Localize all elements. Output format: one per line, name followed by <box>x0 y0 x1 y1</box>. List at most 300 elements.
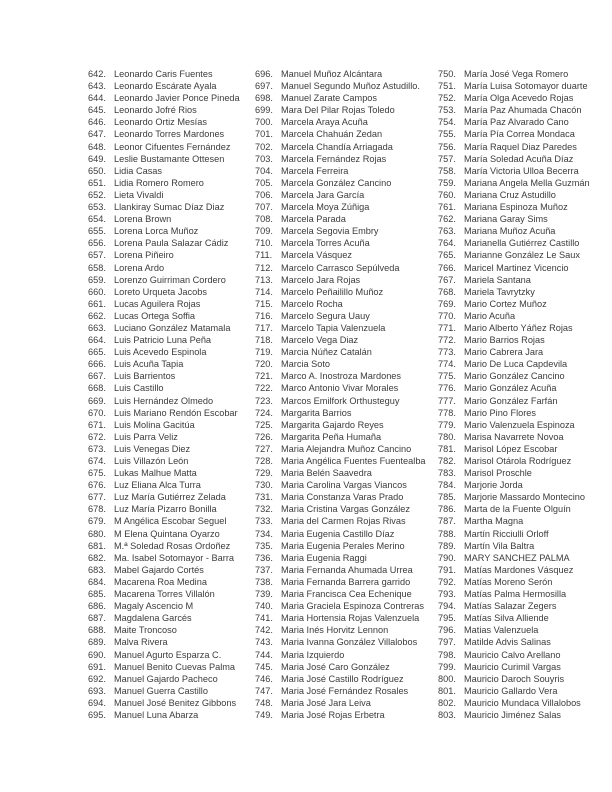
item-number: 670. <box>88 407 106 418</box>
item-name: Marcelo Segura Uauy <box>281 310 370 321</box>
item-name: Martín Vila Baltra <box>464 540 535 551</box>
item-name: Maria Belén Saavedra <box>281 468 372 479</box>
list-item <box>438 141 590 153</box>
item-number: 765. <box>438 250 456 261</box>
name-column-1 <box>88 68 240 721</box>
list-item <box>88 128 240 140</box>
item-name: Lukas Malhue Matta <box>114 468 197 479</box>
list-item <box>438 479 590 491</box>
item-name: Mauricio Calvo Arellano <box>464 649 561 660</box>
item-name: Marcela Moya Zúñiga <box>281 202 370 213</box>
item-number: 744. <box>255 649 273 660</box>
list-item <box>255 649 426 661</box>
item-name: Macarena Roa Medina <box>114 576 207 587</box>
item-number: 781. <box>438 443 456 454</box>
item-name: Marcia Núñez Catalán <box>281 347 372 358</box>
list-item <box>438 528 590 540</box>
item-name: Maricel Martinez Vicencio <box>464 262 569 273</box>
list-item <box>88 624 240 636</box>
list-item <box>438 697 590 709</box>
item-name: Matías Silva Alliende <box>464 613 549 624</box>
item-number: 803. <box>438 709 456 720</box>
item-number: 682. <box>88 552 106 563</box>
item-number: 778. <box>438 407 456 418</box>
item-name: Mariana Angela Mella Guzmán <box>464 177 590 188</box>
item-number: 769. <box>438 298 456 309</box>
item-number: 669. <box>88 395 106 406</box>
list-item <box>255 491 426 503</box>
item-name: Luz Eliana Alca Turra <box>114 480 201 491</box>
list-item <box>88 685 240 697</box>
list-item <box>88 262 240 274</box>
item-name: Maria Inés Horvitz Lennon <box>281 625 389 636</box>
item-number: 700. <box>255 117 273 128</box>
item-name: Mariana Muñoz Acuña <box>464 226 556 237</box>
item-number: 795. <box>438 613 456 624</box>
list-item <box>255 189 426 201</box>
list-item <box>255 576 426 588</box>
list-item <box>255 249 426 261</box>
item-name: Marcia Soto <box>281 359 331 370</box>
item-name: Marjorie Jorda <box>464 480 523 491</box>
item-number: 783. <box>438 468 456 479</box>
item-name: Maria José Castillo Rodríguez <box>281 673 404 684</box>
item-name: M.ª Soledad Rosas Ordoñez <box>114 540 231 551</box>
item-name: Marisa Navarrete Novoa <box>464 431 564 442</box>
list-item <box>438 189 590 201</box>
item-number: 738. <box>255 576 273 587</box>
item-number: 747. <box>255 685 273 696</box>
item-name: Manuel Agurto Esparza C. <box>114 649 222 660</box>
list-item <box>438 491 590 503</box>
item-name: Mario González Farfán <box>464 395 558 406</box>
item-name: Marcelo Vega Diaz <box>281 335 359 346</box>
item-name: Lucas Aguilera Rojas <box>114 298 201 309</box>
item-name: MARY SANCHEZ PALMA <box>464 552 570 563</box>
list-item <box>88 419 240 431</box>
item-name: Marcela Vásquez <box>281 250 352 261</box>
item-number: 713. <box>255 274 273 285</box>
list-item <box>88 68 240 80</box>
item-name: Marisol Otárola Rodríguez <box>464 456 572 466</box>
item-name: Marcelo Rocha <box>281 298 343 309</box>
list-item <box>255 636 426 648</box>
list-item <box>438 322 590 334</box>
item-name: Marcelo Jara Rojas <box>281 274 361 285</box>
item-number: 732. <box>255 504 273 515</box>
item-name: María Luisa Sotomayor duarte <box>464 81 588 92</box>
list-item <box>88 576 240 588</box>
item-number: 802. <box>438 697 456 708</box>
list-item <box>88 649 240 661</box>
item-number: 733. <box>255 516 273 527</box>
item-number: 659. <box>88 274 106 285</box>
list-item <box>438 346 590 358</box>
item-number: 704. <box>255 165 273 176</box>
list-item <box>88 274 240 286</box>
item-number: 726. <box>255 431 273 442</box>
item-number: 690. <box>88 649 106 660</box>
item-name: Lieta Vivaldi <box>114 189 164 200</box>
item-number: 749. <box>255 709 273 720</box>
item-name: Mario Barrios Rojas <box>464 335 545 346</box>
item-name: Maria Ivanna González Villalobos <box>281 637 418 648</box>
list-item <box>255 298 426 310</box>
item-name: Maria José Rojas Erbetra <box>281 709 385 720</box>
item-number: 653. <box>88 202 106 213</box>
item-number: 767. <box>438 274 456 285</box>
item-name: Manuel Gajardo Pacheco <box>114 673 218 684</box>
item-number: 750. <box>438 69 456 79</box>
list-item <box>88 600 240 612</box>
item-number: 728. <box>255 456 273 466</box>
list-item <box>438 165 590 177</box>
item-name: Marjorie Massardo Montecino <box>464 492 586 503</box>
list-item <box>255 443 426 455</box>
list-item <box>255 177 426 189</box>
item-name: Leonardo Torres Mardones <box>114 129 225 140</box>
item-number: 645. <box>88 105 106 116</box>
item-name: María Paz Alvarado Cano <box>464 117 569 128</box>
item-number: 736. <box>255 552 273 563</box>
item-name: Mario González Acuña <box>464 383 557 394</box>
item-name: Manuel Benito Cuevas Palma <box>114 661 236 672</box>
item-name: Maria Angélica Fuentes Fuentealba <box>281 456 426 466</box>
list-item <box>255 395 426 407</box>
item-name: Margarita Peña Humaña <box>281 431 382 442</box>
list-item <box>255 709 426 721</box>
item-number: 797. <box>438 637 456 648</box>
item-name: Mario Cortez Muñoz <box>464 298 547 309</box>
item-name: Malva Rivera <box>114 637 168 648</box>
list-item <box>88 104 240 116</box>
item-number: 707. <box>255 202 273 213</box>
item-name: Marcelo Carrasco Sepúlveda <box>281 262 400 273</box>
item-number: 677. <box>88 492 106 503</box>
list-item <box>438 213 590 225</box>
list-item <box>438 262 590 274</box>
item-number: 724. <box>255 407 273 418</box>
item-number: 686. <box>88 601 106 612</box>
item-number: 695. <box>88 709 106 720</box>
list-item <box>255 141 426 153</box>
list-item <box>88 358 240 370</box>
list-item <box>438 298 590 310</box>
list-item <box>438 588 590 600</box>
item-name: Mario Acuña <box>464 310 516 321</box>
item-number: 688. <box>88 625 106 636</box>
item-name: Manuel Luna Abarza <box>114 709 199 720</box>
item-number: 789. <box>438 540 456 551</box>
item-number: 773. <box>438 347 456 358</box>
item-number: 647. <box>88 129 106 140</box>
item-number: 679. <box>88 516 106 527</box>
item-name: Mauricio Gallardo Vera <box>464 685 558 696</box>
list-item <box>88 141 240 153</box>
list-item <box>88 491 240 503</box>
item-number: 752. <box>438 93 456 104</box>
item-name: Lidia Casas <box>114 165 163 176</box>
list-item <box>88 177 240 189</box>
item-name: Luis Parra Veliz <box>114 431 178 442</box>
item-number: 770. <box>438 310 456 321</box>
item-name: Maria Francisca Cea Echenique <box>281 589 412 600</box>
item-name: Leonor Cifuentes Fernández <box>114 141 231 152</box>
item-name: Maria Cristina Vargas González <box>281 504 411 515</box>
item-name: Maria Graciela Espinoza Contreras <box>281 601 424 612</box>
item-name: Luciano González Matamala <box>114 322 231 333</box>
list-item <box>88 334 240 346</box>
item-name: Mario González Cancino <box>464 371 565 382</box>
item-name: Marco A. Inostroza Mardones <box>281 371 402 382</box>
list-item <box>438 455 590 467</box>
item-number: 664. <box>88 335 106 346</box>
item-number: 655. <box>88 226 106 237</box>
item-number: 734. <box>255 528 273 539</box>
list-item <box>438 128 590 140</box>
item-name: Mario Pino Flores <box>464 407 536 418</box>
item-number: 662. <box>88 310 106 321</box>
list-item <box>88 564 240 576</box>
item-name: Manuel Zarate Campos <box>281 93 378 104</box>
item-number: 708. <box>255 214 273 225</box>
item-name: María Pía Correa Mondaca <box>464 129 575 140</box>
item-number: 742. <box>255 625 273 636</box>
list-item <box>255 697 426 709</box>
list-item <box>88 298 240 310</box>
list-item <box>438 467 590 479</box>
item-number: 788. <box>438 528 456 539</box>
item-number: 723. <box>255 395 273 406</box>
list-item <box>438 443 590 455</box>
item-name: Maria Carolina Vargas Viancos <box>281 480 407 491</box>
list-item <box>88 612 240 624</box>
list-item <box>438 382 590 394</box>
list-item <box>88 467 240 479</box>
item-name: Marcelo Peñailillo Muñoz <box>281 286 384 297</box>
item-number: 792. <box>438 576 456 587</box>
list-item <box>255 237 426 249</box>
list-item <box>88 443 240 455</box>
list-item <box>255 552 426 564</box>
list-item <box>88 407 240 419</box>
list-item <box>255 673 426 685</box>
item-number: 685. <box>88 589 106 600</box>
list-item <box>438 80 590 92</box>
item-number: 716. <box>255 310 273 321</box>
list-item <box>88 395 240 407</box>
item-number: 751. <box>438 81 456 92</box>
list-item <box>88 286 240 298</box>
item-number: 727. <box>255 443 273 454</box>
item-name: María Olga Acevedo Rojas <box>464 93 574 104</box>
item-number: 654. <box>88 214 106 225</box>
item-name: Margarita Gajardo Reyes <box>281 419 384 430</box>
item-name: Martín Ricciulli Orloff <box>464 528 549 539</box>
item-number: 745. <box>255 661 273 672</box>
list-item <box>438 237 590 249</box>
item-number: 656. <box>88 238 106 249</box>
list-item <box>88 503 240 515</box>
item-number: 772. <box>438 335 456 346</box>
list-item <box>438 334 590 346</box>
item-name: Maria Alejandra Muñoz Cancino <box>281 443 412 454</box>
item-name: Marco Antonio Vivar Morales <box>281 383 399 394</box>
item-number: 790. <box>438 552 456 563</box>
item-name: Marcos Emilfork Orthusteguy <box>281 395 400 406</box>
item-name: Mariela Tavrytzky <box>464 286 535 297</box>
list-item <box>255 370 426 382</box>
item-number: 771. <box>438 322 456 333</box>
item-name: Marcela Jara García <box>281 189 365 200</box>
list-item <box>88 552 240 564</box>
item-name: Lidia Romero Romero <box>114 177 204 188</box>
item-name: Matías Salazar Zegers <box>464 601 557 612</box>
list-item <box>88 588 240 600</box>
item-name: Luis Castillo <box>114 383 164 394</box>
item-name: Maria del Carmen Rojas Rivas <box>281 516 406 527</box>
list-item <box>438 153 590 165</box>
list-item <box>255 528 426 540</box>
item-number: 674. <box>88 456 106 466</box>
item-name: Manuel José Benitez Gibbons <box>114 697 237 708</box>
item-number: 785. <box>438 492 456 503</box>
item-name: Luis Mariano Rendón Escobar <box>114 407 238 418</box>
item-number: 705. <box>255 177 273 188</box>
list-item <box>88 673 240 685</box>
item-number: 665. <box>88 347 106 358</box>
item-number: 762. <box>438 214 456 225</box>
item-name: María Raquel Diaz Paredes <box>464 141 577 152</box>
list-item <box>438 661 590 673</box>
list-item <box>438 624 590 636</box>
item-number: 710. <box>255 238 273 249</box>
item-number: 766. <box>438 262 456 273</box>
item-number: 748. <box>255 697 273 708</box>
item-number: 718. <box>255 335 273 346</box>
item-number: 776. <box>438 383 456 394</box>
list-item <box>255 515 426 527</box>
item-number: 680. <box>88 528 106 539</box>
list-item <box>88 661 240 673</box>
list-item <box>255 358 426 370</box>
item-name: Magaly Ascencio M <box>114 601 194 612</box>
item-name: Luis Patricio Luna Peña <box>114 335 212 346</box>
item-number: 681. <box>88 540 106 551</box>
list-item <box>438 649 590 661</box>
item-number: 643. <box>88 81 106 92</box>
item-number: 796. <box>438 625 456 636</box>
item-number: 714. <box>255 286 273 297</box>
list-item <box>88 322 240 334</box>
list-item <box>88 249 240 261</box>
list-item <box>88 189 240 201</box>
list-item <box>438 503 590 515</box>
list-item <box>88 479 240 491</box>
list-item <box>438 600 590 612</box>
list-item <box>255 201 426 213</box>
item-number: 646. <box>88 117 106 128</box>
list-item <box>255 382 426 394</box>
item-name: Mariana Garay Sims <box>464 214 548 225</box>
list-item <box>255 479 426 491</box>
item-number: 678. <box>88 504 106 515</box>
item-number: 780. <box>438 431 456 442</box>
list-item <box>88 636 240 648</box>
item-name: Marcela Ferreira <box>281 165 349 176</box>
item-name: Mabel Gajardo Cortés <box>114 564 204 575</box>
item-name: Ma. Isabel Sotomayor - Barra <box>114 552 234 563</box>
item-name: Mariela Santana <box>464 274 531 285</box>
item-name: Mario Alberto Yáñez Rojas <box>464 322 573 333</box>
item-name: Maria Fernanda Ahumada Urrea <box>281 564 413 575</box>
list-item <box>88 80 240 92</box>
item-number: 758. <box>438 165 456 176</box>
item-name: Mara Del Pilar Rojas Toledo <box>281 105 395 116</box>
item-number: 763. <box>438 226 456 237</box>
list-item <box>255 262 426 274</box>
item-name: Mauricio Daroch Souyris <box>464 673 565 684</box>
item-name: Matias Valenzuela <box>464 625 539 636</box>
list-item <box>438 104 590 116</box>
list-item <box>88 92 240 104</box>
name-column-3 <box>438 68 590 721</box>
item-number: 741. <box>255 613 273 624</box>
list-item <box>438 370 590 382</box>
list-item <box>438 92 590 104</box>
item-number: 731. <box>255 492 273 503</box>
item-number: 729. <box>255 468 273 479</box>
list-item <box>438 249 590 261</box>
item-name: Matilde Advis Salinas <box>464 637 551 648</box>
item-number: 697. <box>255 81 273 92</box>
item-name: Marcela Parada <box>281 214 346 225</box>
item-name: Luz María Gutiérrez Zelada <box>114 492 226 503</box>
item-number: 746. <box>255 673 273 684</box>
item-name: Maite Troncoso <box>114 625 177 636</box>
item-name: Lorenzo Guirriman Cordero <box>114 274 226 285</box>
item-name: Maria Eugenia Perales Merino <box>281 540 405 551</box>
item-number: 759. <box>438 177 456 188</box>
list-item <box>438 685 590 697</box>
item-number: 694. <box>88 697 106 708</box>
list-item <box>88 515 240 527</box>
item-name: Leonardo Jofré Rios <box>114 105 197 116</box>
list-item <box>88 201 240 213</box>
item-number: 779. <box>438 419 456 430</box>
list-item <box>255 407 426 419</box>
item-name: Manuel Guerra Castillo <box>114 685 208 696</box>
item-number: 675. <box>88 468 106 479</box>
list-item <box>438 709 590 721</box>
item-name: Matías Palma Hermosilla <box>464 589 567 600</box>
item-number: 667. <box>88 371 106 382</box>
list-item <box>88 709 240 721</box>
item-number: 740. <box>255 601 273 612</box>
item-number: 657. <box>88 250 106 261</box>
item-name: Marcela Torres Acuña <box>281 238 370 249</box>
item-number: 703. <box>255 153 273 164</box>
item-number: 739. <box>255 589 273 600</box>
list-item <box>255 225 426 237</box>
list-item <box>438 201 590 213</box>
item-number: 799. <box>438 661 456 672</box>
item-name: Marcela Araya Acuña <box>281 117 368 128</box>
item-name: Maria Constanza Varas Prado <box>281 492 404 503</box>
item-name: Maria Izquierdo <box>281 649 345 660</box>
item-name: Mario De Luca Capdevila <box>464 359 568 370</box>
item-number: 798. <box>438 649 456 660</box>
